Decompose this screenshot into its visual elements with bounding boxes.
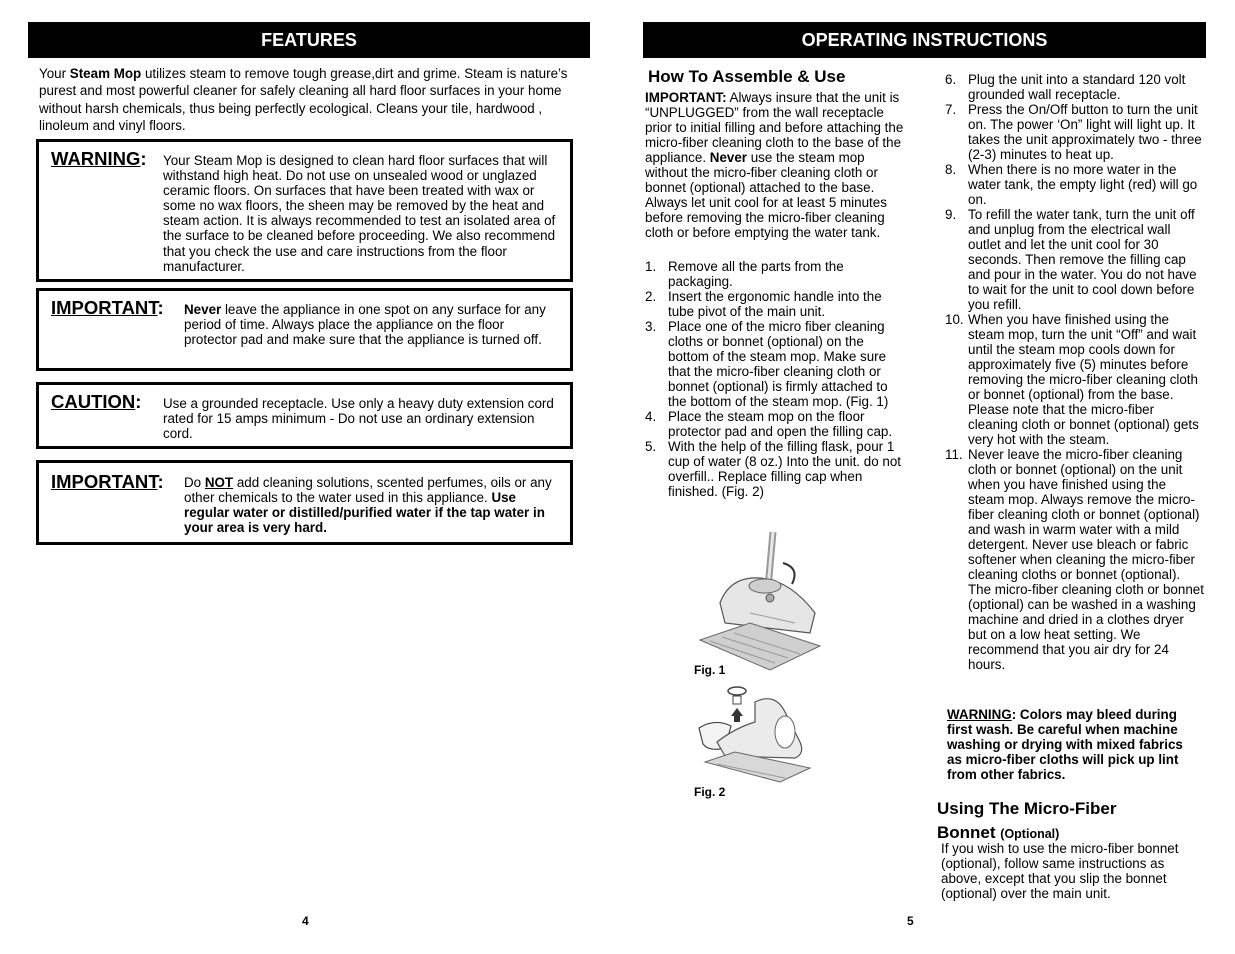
step-number: 4. xyxy=(645,409,657,424)
never-word: Never xyxy=(184,302,222,317)
warning-label-text: WARNING xyxy=(51,148,141,169)
page-number-left: 4 xyxy=(302,914,309,928)
intro-text-2: utilizes steam to remove tough grease,dirt and grime. Steam is nature’s purest and most powerful cleaner for safely cleaning all hard floor surfaces in your home without harsh chemicals, thus being perfectly ecological. Cleans your tile, hardwood , linoleum and vinyl floors. xyxy=(39,66,568,133)
important-box-1 xyxy=(36,288,573,371)
not-word: NOT xyxy=(204,475,234,490)
fig1-steam-mop-illustration xyxy=(680,528,830,678)
bonnet-heading-line-1: Using The Micro-Fiber xyxy=(937,799,1117,818)
important-label-2 xyxy=(51,471,164,493)
step-number: 3. xyxy=(645,319,657,334)
step-number: 7. xyxy=(945,102,957,117)
step-text: Never leave the micro-fiber cleaning cloth or bonnet (optional) on the unit when you have finished using the steam mop. Always remove the micro-fiber cleaning cloth or bonnet (optional) and wash in warm water with a mild detergent. Never use bleach or fabric softener when cleaning the micro-fiber cleaning cloths or bonnet (optional). The micro-fiber cleaning cloth or bonnet (optional) can be washed in a washing machine and dried in a clothes dryer but on a low heat setting. We recommend that you air dry for 24 hours. xyxy=(968,447,1204,672)
assemble-important-label: IMPORTANT: xyxy=(645,90,727,105)
step-text: Place one of the micro fiber cleaning cloths or bonnet (optional) on the bottom of the steam mop. Make sure that the micro-fiber cleaning cloth or bonnet (optional) is firmly attached to the bottom of the steam mop. (Fig. 1) xyxy=(668,319,889,409)
cool-down-text: Always let unit cool for at least 5 minutes before removing the micro-fiber cleaning cloth or before emptying the water tank. xyxy=(645,195,887,240)
list-item xyxy=(945,312,1205,447)
operating-instructions-title: OPERATING INSTRUCTIONS xyxy=(801,30,1048,50)
bonnet-heading-line-2: Bonnet xyxy=(937,823,996,842)
page-number-right: 5 xyxy=(907,914,914,928)
important-text-2-body: add cleaning solutions, scented perfumes, oils or any other chemicals to the water used in this appliance. xyxy=(184,475,552,506)
important-label-1 xyxy=(51,297,164,319)
step-number: 6. xyxy=(945,72,957,87)
step-number: 2. xyxy=(645,289,657,304)
features-banner xyxy=(28,22,590,58)
bonnet-optional: (Optional) xyxy=(1000,827,1060,841)
steps-list-b xyxy=(945,72,1205,672)
warning-box xyxy=(36,139,573,282)
assemble-never: Never xyxy=(709,150,748,165)
fig2-label: Fig. 2 xyxy=(694,785,726,799)
caution-colon: : xyxy=(135,391,142,412)
step-number: 1. xyxy=(645,259,657,274)
step-text: When there is no more water in the water tank, the empty light (red) will go on. xyxy=(968,162,1198,207)
fabric-warning-label: WARNING xyxy=(947,707,1012,722)
bonnet-heading xyxy=(937,797,1197,846)
fabric-warning xyxy=(947,707,1187,782)
warning-text: Your Steam Mop is designed to clean hard floor surfaces that will withstand high heat. Do not use on unsealed wood or unglazed ceramic floors. On surfaces that have been treated with wax or some no wax floors, the sheen may be removed by the heat and steam action. It is always recommended to test an isolated area of the surface to be cleaned before proceeding. We also recommend that you check the use and care instructions from the floor manufacturer. xyxy=(163,153,556,274)
list-item xyxy=(645,289,907,319)
operating-instructions-banner xyxy=(643,22,1206,58)
step-text: Plug the unit into a standard 120 volt grounded wall receptacle. xyxy=(968,72,1186,102)
important-colon-2: : xyxy=(157,471,164,492)
caution-box xyxy=(36,382,573,449)
step-text: With the help of the filling flask, pour 1 cup of water (8 oz.) Into the unit. do not overfill.. Replace filling cap when finished. (Fig. 2) xyxy=(668,439,901,499)
step-number: 9. xyxy=(945,207,957,222)
list-item xyxy=(945,162,1205,207)
list-item xyxy=(645,439,907,499)
list-item xyxy=(945,207,1205,312)
intro-product-name: Steam Mop xyxy=(69,66,142,81)
step-number: 5. xyxy=(645,439,657,454)
water-advice: Use regular water or distilled/purified water if the tap water in your area is very hard. xyxy=(184,490,545,536)
assemble-important-text-b: use the steam mop without the micro-fiber cleaning cloth or bonnet (optional) attached to the base. xyxy=(645,150,878,195)
important-label-2-text: IMPORTANT xyxy=(51,471,158,492)
caution-label xyxy=(51,391,141,413)
bonnet-text: If you wish to use the micro-fiber bonnet (optional), follow same instructions as above, except that you slip the bonnet (optional) over the main unit. xyxy=(941,841,1179,901)
step-text: Remove all the parts from the packaging. xyxy=(668,259,844,289)
step-number: 10. xyxy=(945,312,964,327)
step-number: 11. xyxy=(945,447,963,462)
important-text-1 xyxy=(184,302,559,347)
important-colon-1: : xyxy=(157,297,164,318)
list-item xyxy=(645,259,907,289)
caution-label-text: CAUTION xyxy=(51,391,136,412)
assemble-heading: How To Assemble & Use xyxy=(648,67,846,86)
important-label-1-text: IMPORTANT xyxy=(51,297,158,318)
fig1-label: Fig. 1 xyxy=(694,663,726,677)
intro-text-1: Your xyxy=(39,66,70,81)
list-item xyxy=(645,319,907,409)
steps-list-a xyxy=(645,259,907,499)
step-number: 8. xyxy=(945,162,957,177)
step-text: Press the On/Off button to turn the unit on. The power ‘On” light will light up. It takes the unit approximately two - three (2-3) minutes to heat up. xyxy=(968,102,1202,162)
important-text-2 xyxy=(184,475,559,535)
step-text: To refill the water tank, turn the unit off and unplug from the electrical wall outlet and let the unit cool for 30 seconds. Then remove the filling cap and pour in the water. You do not have to wait for the unit to cool down before you refill. xyxy=(968,207,1197,312)
important-text-1-body: leave the appliance in one spot on any surface for any period of time. Always place the appliance on the floor protector pad and make sure that the appliance is turned off. xyxy=(184,302,546,348)
step-text: When you have finished using the steam mop, turn the unit “Off” and wait until the steam mop cools down for approximately five (5) minutes before removing the micro-fiber cleaning cloth or bonnet (optional) from the base. Please note that the micro-fiber cleaning cloth or bonnet (optional) gets very hot with the steam. xyxy=(968,312,1199,447)
important-box-2 xyxy=(36,460,573,545)
features-intro xyxy=(39,65,579,134)
warning-label xyxy=(51,148,147,170)
warning-colon: : xyxy=(140,148,147,169)
assemble-important-text-a: Always insure that the unit is “UNPLUGGED” from the wall receptacle prior to initial filling and before attaching the micro-fiber cleaning cloth to the base of the appliance. xyxy=(645,90,904,165)
assemble-important xyxy=(645,90,905,240)
fig2-filling-illustration xyxy=(695,682,815,787)
fabric-warning-text: : Colors may bleed during first wash. Be careful when machine washing or drying with mixed fabrics as micro-fiber cloths will pick up lint from other fabrics. xyxy=(947,707,1183,782)
step-text: Place the steam mop on the floor protector pad and open the filling cap. xyxy=(668,409,893,439)
caution-text: Use a grounded receptacle. Use only a heavy duty extension cord rated for 15 amps minimum - Do not use an ordinary extension cord. xyxy=(163,396,554,442)
list-item xyxy=(945,72,1205,102)
list-item xyxy=(945,447,1205,672)
list-item xyxy=(945,102,1205,162)
step-text: Insert the ergonomic handle into the tube pivot of the main unit. xyxy=(668,289,882,319)
features-title: FEATURES xyxy=(261,30,357,50)
do-word: Do xyxy=(184,475,205,490)
list-item xyxy=(645,409,907,439)
